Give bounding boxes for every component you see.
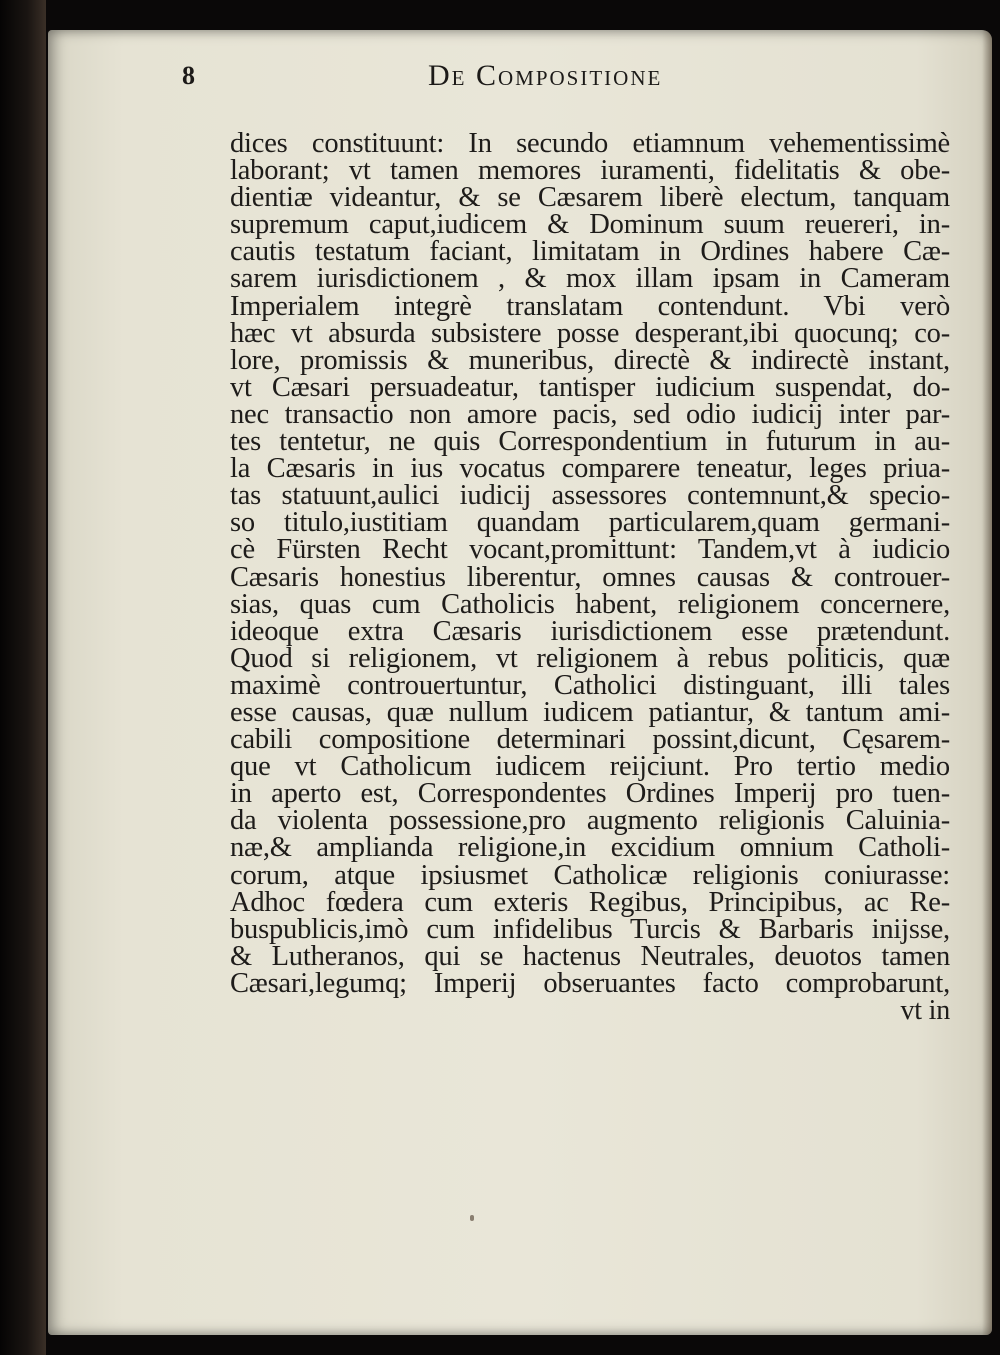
text-line: laborant; vt tamen memores iuramenti, fidelitatis & obe- bbox=[230, 155, 950, 187]
text-line: Quod si religionem, vt religionem à rebus politicis, quæ bbox=[230, 642, 950, 674]
page-header bbox=[182, 56, 742, 96]
text-line: cabili compositione determinari possint,dicunt, Cęsarem- bbox=[230, 724, 950, 756]
page-edge-shadow bbox=[982, 30, 992, 1335]
text-line: vt Cæsari persuadeatur, tantisper iudicium suspendat, do- bbox=[230, 371, 950, 403]
text-line: tas statuunt,aulici iudicij assessores contemnunt,& specio- bbox=[230, 480, 950, 512]
text-line: da violenta possessione,pro augmento religionis Caluinia- bbox=[230, 805, 950, 837]
text-line: cautis testatum faciant, limitatam in Ordines habere Cæ- bbox=[230, 236, 950, 268]
text-line: sias, quas cum Catholicis habent, religionem concernere, bbox=[230, 588, 950, 620]
text-line: hæc vt absurda subsistere posse desperant,ibi quocunq; co- bbox=[230, 317, 950, 349]
catchword: vt in bbox=[900, 995, 950, 1026]
body-text bbox=[230, 130, 950, 1024]
text-line: Adhoc fœdera cum exteris Regibus, Principibus, ac Re- bbox=[230, 886, 950, 918]
text-line: sarem iurisdictionem , & mox illam ipsam in Cameram bbox=[230, 263, 950, 295]
text-line: so titulo,iustitiam quandam particularem,quam germani- bbox=[230, 507, 950, 539]
text-line: Cæsaris honestius liberentur, omnes causas & controuer- bbox=[230, 561, 950, 593]
book-spine bbox=[0, 0, 46, 1355]
text-line: dices constituunt: In secundo etiamnum vehementissimè bbox=[230, 128, 950, 159]
text-line: lore, promissis & muneribus, directè & indirectè instant, bbox=[230, 344, 950, 376]
text-line: la Cæsaris in ius vocatus comparere teneatur, leges priua- bbox=[230, 453, 950, 485]
text-line: supremum caput,iudicem & Dominum suum reuereri, in- bbox=[230, 209, 950, 241]
text-line: esse causas, quæ nullum iudicem patiantur, & tantum ami- bbox=[230, 696, 950, 728]
text-line: Cæsari,legumq; Imperij obseruantes facto comprobarunt, bbox=[230, 967, 950, 999]
paper-speck bbox=[470, 1215, 474, 1221]
text-line: ideoque extra Cæsaris iurisdictionem esse prætendunt. bbox=[230, 615, 950, 647]
text-line: tes tentetur, ne quis Correspondentium in futurum in au- bbox=[230, 426, 950, 458]
text-line: in aperto est, Correspondentes Ordines Imperij pro tuen- bbox=[230, 778, 950, 810]
text-line: maximè controuertuntur, Catholici distinguant, illi tales bbox=[230, 669, 950, 701]
text-line: & Lutheranos, qui se hactenus Neutrales, deuotos tamen bbox=[230, 940, 950, 972]
text-line: cè Fürsten Recht vocant,promittunt: Tandem,vt à iudicio bbox=[230, 534, 950, 566]
text-line: Imperialem integrè translatam contendunt. Vbi verò bbox=[230, 290, 950, 322]
text-line: næ,& amplianda religione,in excidium omnium Catholi- bbox=[230, 832, 950, 864]
text-line: corum, atque ipsiusmet Catholicæ religionis coniurasse: bbox=[230, 859, 950, 891]
running-title: De Compositione bbox=[428, 59, 663, 92]
text-line: buspublicis,imò cum infidelibus Turcis & Barbaris inijsse, bbox=[230, 913, 950, 945]
text-line: nec transactio non amore pacis, sed odio iudicij inter par- bbox=[230, 398, 950, 430]
text-line: que vt Catholicum iudicem reijciunt. Pro tertio medio bbox=[230, 751, 950, 783]
page-number: 8 bbox=[182, 61, 195, 90]
text-line: dientiæ videantur, & se Cæsarem liberè electum, tanquam bbox=[230, 182, 950, 214]
